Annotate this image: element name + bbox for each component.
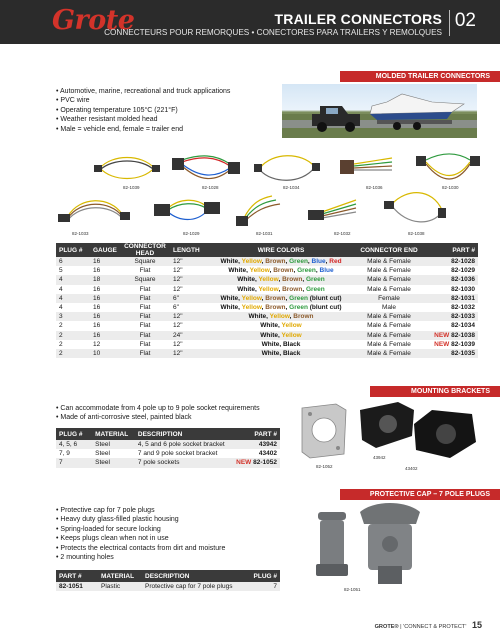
cell-connector-head: Flat <box>139 340 151 348</box>
table-row <box>56 582 280 591</box>
page-footer <box>375 620 482 630</box>
cell-plug: 7 <box>246 582 280 591</box>
table-header-row <box>56 428 280 440</box>
color-separator: , <box>302 276 306 284</box>
wire-color-name: Brown <box>265 258 286 265</box>
cell-part <box>233 440 280 449</box>
cell-wire-colors <box>208 312 354 321</box>
color-separator: , <box>315 267 320 275</box>
cell-part <box>424 285 478 294</box>
cell-connector-head: Square <box>120 275 170 284</box>
image-label: 82-1051 <box>344 587 361 592</box>
wire-color-name: White <box>228 267 247 275</box>
cell-gauge: 16 <box>93 304 101 312</box>
color-separator: , <box>261 304 266 312</box>
cell-length: 6" <box>170 294 208 303</box>
brackets-table <box>56 428 280 468</box>
col-header-length: LENGTH <box>170 243 208 257</box>
harness-82-1038-image <box>382 190 452 230</box>
color-separator: , <box>238 304 242 312</box>
color-separator: , <box>293 267 298 275</box>
table-row <box>56 349 478 358</box>
cell-gauge: 16 <box>90 331 120 340</box>
molded-section-title: MOLDED TRAILER CONNECTORS <box>340 71 500 82</box>
color-separator: , <box>285 294 290 302</box>
molded-connectors-table <box>56 243 478 358</box>
image-label: 82-1052 <box>316 464 333 469</box>
cell-wire-colors <box>208 340 354 349</box>
cell-connector-end: Male & Female <box>354 331 424 340</box>
cell-length: 12" <box>170 312 208 321</box>
cap-open-image <box>354 500 426 586</box>
cell-material: Steel <box>92 458 135 467</box>
bullet-item: • 2 mounting holes <box>56 553 225 562</box>
wire-color-name: Yellow <box>241 294 262 302</box>
wire-color-name: Yellow <box>258 276 279 284</box>
cell-wire-colors <box>208 303 354 312</box>
color-separator: , <box>278 276 283 284</box>
cell-wire-colors <box>208 257 354 266</box>
cell-plug: 2 <box>56 349 90 358</box>
wire-color-note: (blunt cut) <box>307 294 342 302</box>
cell-part <box>424 303 478 312</box>
cell-wire-colors <box>208 266 354 275</box>
wire-color-name: Brown <box>293 313 314 321</box>
table-row <box>56 449 280 458</box>
wire-color-name: White <box>220 258 239 265</box>
col-header-material: MATERIAL <box>98 570 142 582</box>
cell-wire-colors <box>208 294 354 303</box>
cell-length: 6" <box>173 304 179 312</box>
cell-gauge: 16 <box>90 294 120 303</box>
cell-connector-end: Male & Female <box>354 275 424 284</box>
cell-gauge: 16 <box>93 285 101 293</box>
cell-connector-head: Flat <box>139 304 151 312</box>
cell-description: 4, 5 and 6 pole socket bracket <box>135 440 233 449</box>
col-header-part: PART # <box>424 243 478 257</box>
wire-color-name: Brown <box>282 276 303 284</box>
color-separator: , <box>279 350 283 358</box>
cell-part <box>233 458 280 467</box>
cell-connector-end: Male & Female <box>367 267 411 275</box>
section-number: 02 <box>454 10 476 31</box>
cell-connector-end: Male & Female <box>354 257 424 266</box>
bullet-item: • Can accommodate from 4 pole up to 9 pole socket requirements <box>56 404 260 413</box>
harness-82-1039-image <box>92 150 162 186</box>
brackets-section-title: MOUNTING BRACKETS <box>370 386 500 397</box>
wire-color-name: Brown <box>265 304 286 312</box>
cell-part <box>424 266 478 275</box>
cell-connector-end: Male & Female <box>354 312 424 321</box>
wire-color-name: Brown <box>282 285 303 293</box>
wire-color-name: Yellow <box>249 267 270 275</box>
cell-connector-end: Male & Female <box>354 349 424 358</box>
cell-gauge: 16 <box>90 312 120 321</box>
truck-boat-photo <box>282 84 477 138</box>
footer-tagline: | 'CONNECT & PROTECT' <box>400 624 467 630</box>
cell-plug: 4 <box>56 294 90 303</box>
table-row <box>56 440 280 449</box>
table-row <box>56 257 478 266</box>
color-separator: , <box>277 331 282 339</box>
color-separator: , <box>302 285 306 293</box>
part-number: 43942 <box>258 441 277 448</box>
color-separator: , <box>325 258 330 265</box>
image-label: 82-1039 <box>123 185 140 190</box>
cell-part <box>424 349 478 358</box>
col-header-material: MATERIAL <box>92 428 135 440</box>
harness-82-1034-image <box>252 150 322 186</box>
wire-color-name: Green <box>289 304 308 312</box>
cell-gauge: 10 <box>90 349 120 358</box>
wire-color-name: Yellow <box>269 313 290 321</box>
cell-plug: 4, 5, 6 <box>56 440 92 449</box>
wire-color-name: White <box>261 340 280 348</box>
cell-part <box>424 294 478 303</box>
cell-plug: 2 <box>59 340 63 348</box>
part-number: 82-1032 <box>451 304 475 312</box>
wire-color-name: Blue <box>319 267 334 275</box>
table-row <box>56 340 478 349</box>
cell-connector-head: Flat <box>139 285 151 293</box>
wire-color-name: Blue <box>311 258 326 265</box>
header-divider <box>449 10 450 36</box>
cell-length: 12" <box>173 322 183 330</box>
cell-gauge: 12 <box>93 340 101 348</box>
wire-color-name: Yellow <box>241 258 262 265</box>
harness-82-1036-image <box>332 150 402 186</box>
wire-color-name: Green <box>289 294 308 302</box>
color-separator: , <box>246 267 250 275</box>
table-header-row <box>56 243 478 257</box>
cell-length: 12" <box>170 275 208 284</box>
color-separator: , <box>254 276 259 284</box>
table-row <box>56 312 478 321</box>
color-separator: , <box>266 313 270 321</box>
wire-color-name: White <box>260 331 278 339</box>
cell-length: 12" <box>170 257 208 266</box>
image-label: 82-1032 <box>334 231 351 236</box>
bullet-item: • Automotive, marine, recreational and truck applications <box>56 87 230 96</box>
cell-description: Protective cap for 7 pole plugs <box>142 582 246 591</box>
wire-color-name: White <box>261 350 280 358</box>
color-separator: , <box>238 294 242 302</box>
color-separator: , <box>285 304 290 312</box>
color-separator: , <box>278 285 283 293</box>
wire-color-name: White <box>220 304 239 312</box>
bullet-item: • Male = vehicle end, female = trailer end <box>56 125 230 134</box>
cell-wire-colors <box>208 275 354 284</box>
image-label: 82-1030 <box>442 185 459 190</box>
harness-82-1028-image <box>170 150 242 186</box>
color-separator: , <box>279 340 283 348</box>
cell-part: 82-1051 <box>56 582 98 591</box>
cell-length: 12" <box>173 340 183 348</box>
harness-82-1030-image <box>412 150 482 186</box>
image-label: 82-1038 <box>408 231 425 236</box>
cell-wire-colors <box>208 321 354 330</box>
new-badge: NEW <box>434 331 450 339</box>
harness-82-1032-image <box>302 192 362 230</box>
cell-plug: 7, 9 <box>59 450 70 458</box>
col-header-wire-colors: WIRE COLORS <box>208 243 354 257</box>
col-header-connector-end: CONNECTOR END <box>354 243 424 257</box>
wire-color-name: Green <box>297 267 316 275</box>
color-separator: , <box>269 267 274 275</box>
harness-82-1029-image <box>146 192 226 230</box>
cell-part <box>424 257 478 266</box>
col-header-plug: PLUG # <box>246 570 280 582</box>
col-header-part: PART # <box>233 428 280 440</box>
table-row <box>56 275 478 284</box>
wire-color-name: Brown <box>265 294 286 302</box>
bullet-item: • Protective cap for 7 pole plugs <box>56 506 225 515</box>
part-number: 82-1038 <box>451 331 475 339</box>
bullet-item: • Heavy duty glass-filled plastic housing <box>56 515 225 524</box>
col-header-part: PART # <box>56 570 98 582</box>
wire-color-name: Brown <box>273 267 294 275</box>
cell-material: Steel <box>95 450 110 458</box>
color-separator: , <box>238 258 242 265</box>
part-number: 82-1029 <box>451 267 475 275</box>
bracket-82-1052-image <box>296 400 352 462</box>
col-header-description: DESCRIPTION <box>142 570 246 582</box>
image-label: 82-1036 <box>366 185 383 190</box>
cell-plug: 4 <box>59 304 63 312</box>
col-header-description: DESCRIPTION <box>135 428 233 440</box>
cell-description: 7 and 9 pole socket bracket <box>137 450 218 458</box>
cell-connector-head: Flat <box>120 349 170 358</box>
part-number: 82-1036 <box>451 276 475 284</box>
cell-plug: 7 <box>56 458 92 467</box>
cell-connector-end: Male <box>381 304 397 312</box>
bracket-43402-image <box>410 402 482 464</box>
table-row <box>56 285 478 294</box>
bullet-item: • Operating temperature 105°C (221°F) <box>56 106 230 115</box>
part-number: 82-1034 <box>451 322 475 330</box>
cell-connector-head: Flat <box>120 312 170 321</box>
cell-connector-head: Flat <box>139 267 151 275</box>
wire-color-name: White <box>260 322 278 330</box>
cell-connector-head: Flat <box>120 294 170 303</box>
harness-82-1031-image <box>232 192 292 230</box>
cell-part <box>424 331 478 340</box>
table-row <box>56 294 478 303</box>
cell-part <box>233 449 280 458</box>
cell-plug: 6 <box>56 257 90 266</box>
table-row <box>56 321 478 330</box>
bullet-item: • PVC wire <box>56 96 230 105</box>
color-separator: , <box>254 285 259 293</box>
wire-color-name: Red <box>329 258 342 265</box>
bullet-item: • Spring-loaded for secure locking <box>56 525 225 534</box>
wire-color-name: Yellow <box>281 331 302 339</box>
part-number: 82-1035 <box>451 350 475 358</box>
wire-color-name: White <box>237 285 255 293</box>
cell-plug: 5 <box>59 267 63 275</box>
part-number: 82-1052 <box>253 459 277 467</box>
cell-wire-colors <box>208 349 354 358</box>
cell-material: Steel <box>92 440 135 449</box>
wire-color-note: (blunt cut) <box>307 304 342 312</box>
cell-gauge: 16 <box>93 322 101 330</box>
table-header-row <box>56 570 280 582</box>
part-number: 82-1033 <box>451 313 475 321</box>
bullet-item: • Weather resistant molded head <box>56 115 230 124</box>
part-number: 82-1039 <box>451 340 475 348</box>
image-label: 43402 <box>405 466 418 471</box>
cell-part <box>424 340 478 349</box>
wire-color-name: Yellow <box>258 285 279 293</box>
truck-boat-illustration <box>282 84 477 138</box>
page-number: 15 <box>471 620 482 630</box>
cell-description: 7 pole sockets <box>135 458 233 467</box>
wire-color-name: White <box>220 294 239 302</box>
col-header-connector-head: CONNECTOR HEAD <box>120 243 170 257</box>
cell-plug: 3 <box>56 312 90 321</box>
cell-connector-end: Male & Female <box>367 322 411 330</box>
cell-connector-end: Male & Female <box>367 285 411 293</box>
image-label: 82-1031 <box>256 231 273 236</box>
table-row <box>56 303 478 312</box>
cell-wire-colors <box>208 285 354 294</box>
image-label: 82-1034 <box>283 185 300 190</box>
part-number: 43402 <box>258 450 277 458</box>
wire-color-name: Black <box>282 340 301 348</box>
table-row <box>56 458 280 467</box>
cell-part <box>424 321 478 330</box>
table-row <box>56 266 478 275</box>
brackets-table-body <box>56 440 280 468</box>
cap-section-title: PROTECTIVE CAP – 7 POLE PLUGS <box>340 489 500 500</box>
wire-color-name: White <box>237 276 255 284</box>
cell-length: 12" <box>173 285 183 293</box>
color-separator: , <box>307 258 312 265</box>
table-row <box>56 331 478 340</box>
bullet-item: • Keeps plugs clean when not in use <box>56 534 225 543</box>
color-separator: , <box>289 313 294 321</box>
col-header-gauge: GAUGE <box>90 243 120 257</box>
cell-connector-head: Flat <box>139 322 151 330</box>
cell-plug: 4 <box>59 285 63 293</box>
page-subtitle: CONNECTEURS POUR REMORQUES • CONECTORES PARA TRAILERS Y REMOLQUES <box>104 28 442 37</box>
harness-82-1033-image <box>56 192 132 230</box>
cell-length: 12" <box>173 267 183 275</box>
bullet-item: • Protects the electrical contacts from dirt and moisture <box>56 544 225 553</box>
cell-gauge: 18 <box>90 275 120 284</box>
color-separator: , <box>285 258 290 265</box>
part-number: 82-1031 <box>451 294 475 302</box>
cell-gauge: 16 <box>90 257 120 266</box>
cap-table <box>56 570 280 591</box>
image-label: 82-1028 <box>202 185 219 190</box>
cell-connector-end: Female <box>354 294 424 303</box>
image-label: 82-1033 <box>72 231 89 236</box>
image-label: 82-1029 <box>183 231 200 236</box>
cap-closed-image <box>312 508 352 582</box>
part-number: 82-1030 <box>451 285 475 293</box>
wire-color-name: Yellow <box>281 322 302 330</box>
footer-brand: GROTE® <box>374 624 399 630</box>
brackets-bullet-list <box>56 404 260 423</box>
cell-length: 24" <box>170 331 208 340</box>
cell-gauge: 16 <box>93 267 101 275</box>
cell-connector-head: Flat <box>120 331 170 340</box>
cell-connector-end: Male & Female <box>367 340 411 348</box>
col-header-plug: PLUG # <box>56 243 90 257</box>
wire-color-name: Green <box>289 258 308 265</box>
part-number: 82-1028 <box>451 258 475 265</box>
grote-logo: Grote <box>52 5 135 36</box>
wire-color-name: White <box>248 313 267 321</box>
cell-plug: 2 <box>56 331 90 340</box>
cell-length: 12" <box>170 349 208 358</box>
wire-color-name: Green <box>305 276 325 284</box>
bullet-item: • Made of anti-corrosive steel, painted black <box>56 413 260 422</box>
molded-bullet-list <box>56 87 230 134</box>
color-separator: , <box>277 322 282 330</box>
cell-plug: 2 <box>59 322 63 330</box>
wire-color-name: Green <box>305 285 325 293</box>
color-separator: , <box>261 258 266 265</box>
cell-plug: 4 <box>56 275 90 284</box>
cap-bullet-list <box>56 506 225 562</box>
page-title: TRAILER CONNECTORS <box>274 11 442 27</box>
wire-color-name: Yellow <box>241 304 262 312</box>
col-header-plug: PLUG # <box>56 428 92 440</box>
cell-material: Plastic <box>98 582 142 591</box>
cell-part <box>424 275 478 284</box>
image-label: 43942 <box>373 455 386 460</box>
page-header <box>0 0 500 44</box>
cell-connector-head: Square <box>120 257 170 266</box>
new-badge: NEW <box>236 459 252 467</box>
cell-part <box>424 312 478 321</box>
color-separator: , <box>261 294 266 302</box>
molded-table-body <box>56 257 478 358</box>
wire-color-name: Black <box>282 350 301 358</box>
new-badge: NEW <box>434 340 450 348</box>
cell-wire-colors <box>208 331 354 340</box>
